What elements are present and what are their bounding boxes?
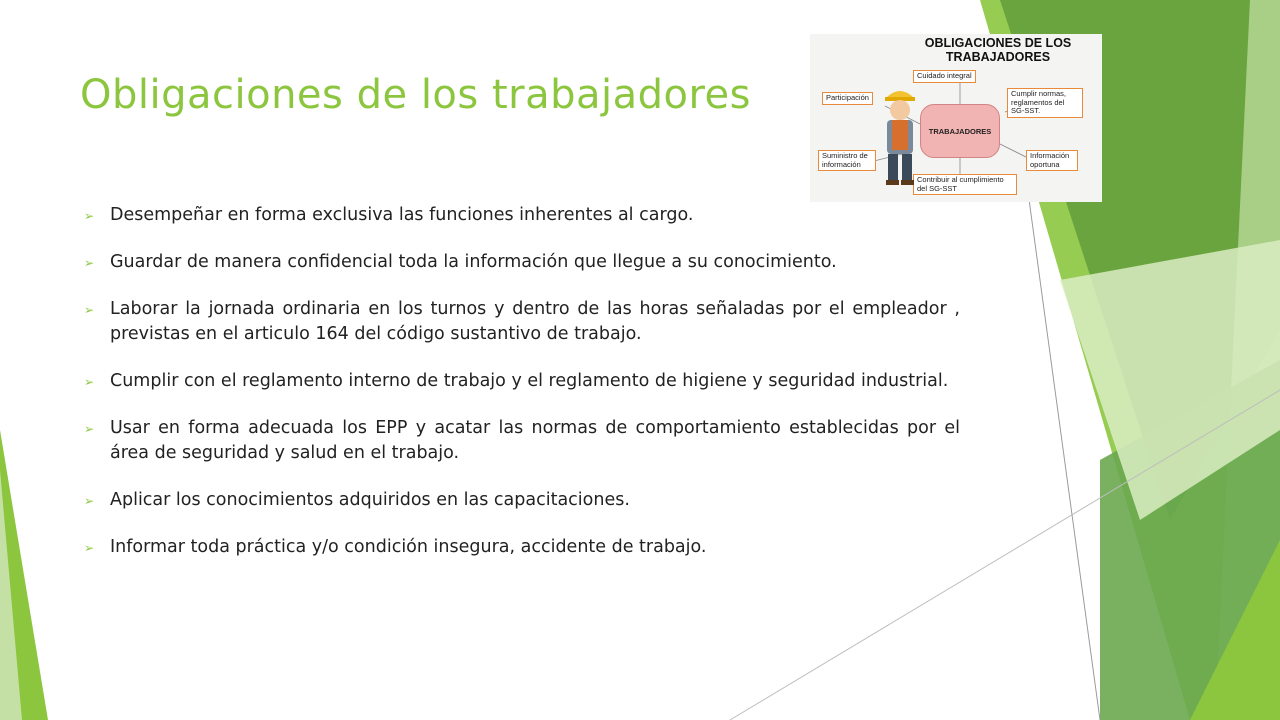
slide-title: Obligaciones de los trabajadores — [80, 72, 751, 118]
arrow-bullet-icon: ➢ — [84, 494, 95, 508]
arrow-bullet-icon: ➢ — [84, 209, 95, 223]
list-item: ➢ Laborar la jornada ordinaria en los turnos y dentro de las horas señaladas por el empleador , previstas en el articulo 164 del código sustantivo de trabajo. — [84, 299, 960, 344]
arrow-bullet-icon: ➢ — [84, 375, 95, 389]
diagram-box-contribuir: Contribuir al cumplimiento del SG-SST — [913, 174, 1017, 195]
arrow-bullet-icon: ➢ — [84, 541, 95, 555]
obligations-diagram-image — [810, 34, 1102, 202]
diagram-title: OBLIGACIONES DE LOS TRABAJADORES — [924, 36, 1072, 64]
diagram-box-cumplir: Cumplir normas, reglamentos del SG-SST. — [1007, 88, 1083, 118]
obligations-list — [84, 203, 960, 582]
arrow-bullet-icon: ➢ — [84, 303, 95, 317]
list-item: ➢ Desempeñar en forma exclusiva las funciones inherentes al cargo. — [84, 203, 960, 228]
list-item: ➢ Usar en forma adecuada los EPP y acatar las normas de comportamiento establecidas por el área de seguridad y salud en el trabajo. — [84, 418, 960, 463]
list-item: ➢ Aplicar los conocimientos adquiridos en las capacitaciones. — [84, 488, 960, 513]
worker-illustration — [878, 86, 922, 186]
diagram-box-suministro: Suministro de información — [818, 150, 876, 171]
list-item: ➢ Cumplir con el reglamento interno de trabajo y el reglamento de higiene y seguridad industrial. — [84, 369, 960, 394]
list-item: ➢ Informar toda práctica y/o condición insegura, accidente de trabajo. — [84, 535, 960, 560]
arrow-bullet-icon: ➢ — [84, 422, 95, 436]
list-item: ➢ Guardar de manera confidencial toda la información que llegue a su conocimiento. — [84, 250, 960, 275]
diagram-box-cuidado: Cuidado integral — [913, 70, 976, 83]
arrow-bullet-icon: ➢ — [84, 256, 95, 270]
diagram-center: TRABAJADORES — [920, 104, 1000, 158]
diagram-box-informacion: Información oportuna — [1026, 150, 1078, 171]
diagram-box-participacion: Participación — [822, 92, 873, 105]
